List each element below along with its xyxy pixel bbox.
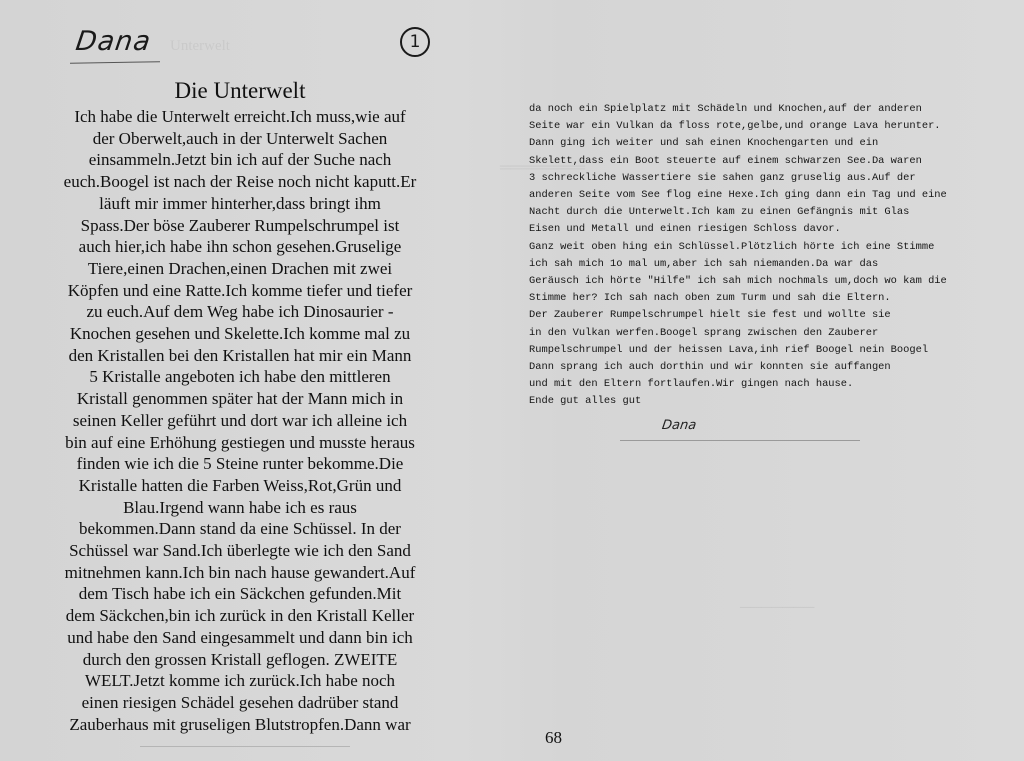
right-text-line: ich sah mich 1o mal um,aber ich sah niemanden.Da war das (529, 257, 879, 270)
left-text-line: bin auf eine Erhöhung gestiegen und musste heraus (65, 432, 415, 452)
left-text-line: WELT.Jetzt komme ich zurück.Ich habe noch (84, 671, 396, 691)
left-text-line: Knochen gesehen und Skelette.Ich komme mal zu (69, 324, 411, 344)
right-text-line: Dann ging ich weiter und sah einen Knochengarten und ein (529, 137, 879, 150)
left-text-line: euch.Boogel ist nach der Reise noch nicht kaputt.Er (63, 172, 417, 192)
left-page-column (30, 76, 450, 735)
left-text-line: auch hier,ich habe ihn schon gesehen.Gruselige (78, 237, 402, 257)
left-text-line: Blau.Irgend wann habe ich es raus (123, 497, 357, 517)
left-text-line: Ich habe die Unterwelt erreicht.Ich muss,wie auf (74, 107, 406, 126)
left-text-line: zu euch.Auf dem Weg habe ich Dinosaurier - (86, 302, 394, 322)
divider-line (140, 746, 350, 747)
right-text-line: Rumpelschrumpel und der heissen Lava,inh rief Boogel nein Boogel (529, 343, 929, 356)
right-text-line: Ganz weit oben hing ein Schlüssel.Plötzlich hörte ich eine Stimme (529, 240, 935, 253)
left-text-line: einen riesigen Schädel gesehen dadrüber stand (81, 692, 399, 712)
left-text-line: 5 Kristalle angeboten ich habe den mittleren (89, 367, 391, 387)
left-text-line: Spass.Der böse Zauberer Rumpelschrumpel ist (80, 215, 400, 235)
left-text-line: einsammeln.Jetzt bin ich auf der Suche nach (88, 150, 392, 170)
left-text-line: Zauberhaus mit gruseligen Blutstropfen.Dann war (69, 714, 411, 734)
left-text-line: bekommen.Dann stand da eine Schüssel. In der (79, 519, 401, 539)
handwritten-signature: Dana (73, 26, 154, 57)
right-text-line: Der Zauberer Rumpelschrumpel hielt sie fest und wollte sie (529, 309, 891, 322)
right-text-line: Seite war ein Vulkan da floss rote,gelbe,und orange Lava herunter. (529, 120, 941, 133)
right-text-line: Nacht durch die Unterwelt.Ich kam zu einen Gefängnis mit Glas (529, 206, 910, 219)
right-text-line: Eisen und Metall und einen riesigen Schloss davor. (529, 223, 841, 236)
right-text-line: Geräusch ich hörte "Hilfe" ich sah mich nochmals um,doch wo kam die (529, 275, 947, 288)
page-number: 68 (545, 728, 562, 747)
right-text-line: anderen Seite vom See flog eine Hexe.Ich ging dann ein Tag und eine (529, 189, 947, 202)
left-text-line: Köpfen und eine Ratte.Ich komme tiefer und tiefer (67, 280, 413, 300)
right-text-line: da noch ein Spielplatz mit Schädeln und Knochen,auf der anderen (529, 103, 922, 115)
right-text-line: Skelett,dass ein Boot steuerte auf einem schwarzen See.Da waren (529, 154, 922, 167)
left-text-line: läuft mir immer hinterher,dass bringt ihm (99, 193, 381, 213)
right-text-line: 3 schreckliche Wassertiere sie sahen ganz gruselig aus.Auf der (529, 171, 916, 184)
left-text-line: durch den grossen Kristall geflogen. ZWEITE (82, 649, 398, 669)
left-text-line: und habe den Sand eingesammelt und dann bin ich (67, 627, 413, 647)
right-text-line: und mit den Eltern fortlaufen.Wir gingen nach hause. (529, 378, 854, 391)
signature-underline (70, 61, 160, 65)
left-text-line: Kristalle hatten die Farben Weiss,Rot,Grün und (78, 475, 402, 495)
left-text-line: seinen Keller geführt und dort war ich alleine ich (72, 410, 408, 430)
bleed-through-text: Unterwelt (170, 38, 230, 54)
right-page-column (529, 101, 1009, 411)
left-text-line: dem Tisch habe ich ein Säckchen gefunden.Mit (78, 584, 402, 604)
left-text-line: dem Säckchen,bin ich zurück in den Kristall Keller (65, 606, 415, 626)
left-text-line: finden wie ich die 5 Steine runter bekomme.Die (76, 454, 404, 474)
left-text-line: Tiere,einen Drachen,einen Drachen mit zwei (87, 258, 393, 278)
right-text-line: Stimme her? Ich sah nach oben zum Turm und sah die Eltern. (529, 292, 891, 305)
right-text-line: Ende gut alles gut (529, 395, 642, 408)
bleed-through-text: ─────── (740, 600, 815, 616)
divider-line (620, 440, 860, 441)
left-text-line: Schüssel war Sand.Ich überlegte wie ich den Sand (69, 541, 411, 561)
story-title: Die Unterwelt (174, 78, 306, 103)
left-text-line: den Kristallen bei den Kristallen hat mir ein Mann (68, 345, 412, 365)
right-text-line: in den Vulkan werfen.Boogel sprang zwischen den Zauberer (529, 326, 879, 339)
circled-page-number: 1 (400, 27, 430, 57)
left-text-line: der Oberwelt,auch in der Unterwelt Sachen (92, 128, 388, 148)
right-text-line: Dann sprang ich auch dorthin und wir konnten sie auffangen (529, 361, 891, 374)
handwritten-signature-bottom: Dana (660, 418, 698, 433)
bleed-through-text: ════════ (500, 160, 586, 176)
left-text-line: Kristall genommen später hat der Mann mich in (76, 389, 404, 409)
left-text-line: mitnehmen kann.Ich bin nach hause gewandert.Auf (64, 562, 416, 582)
